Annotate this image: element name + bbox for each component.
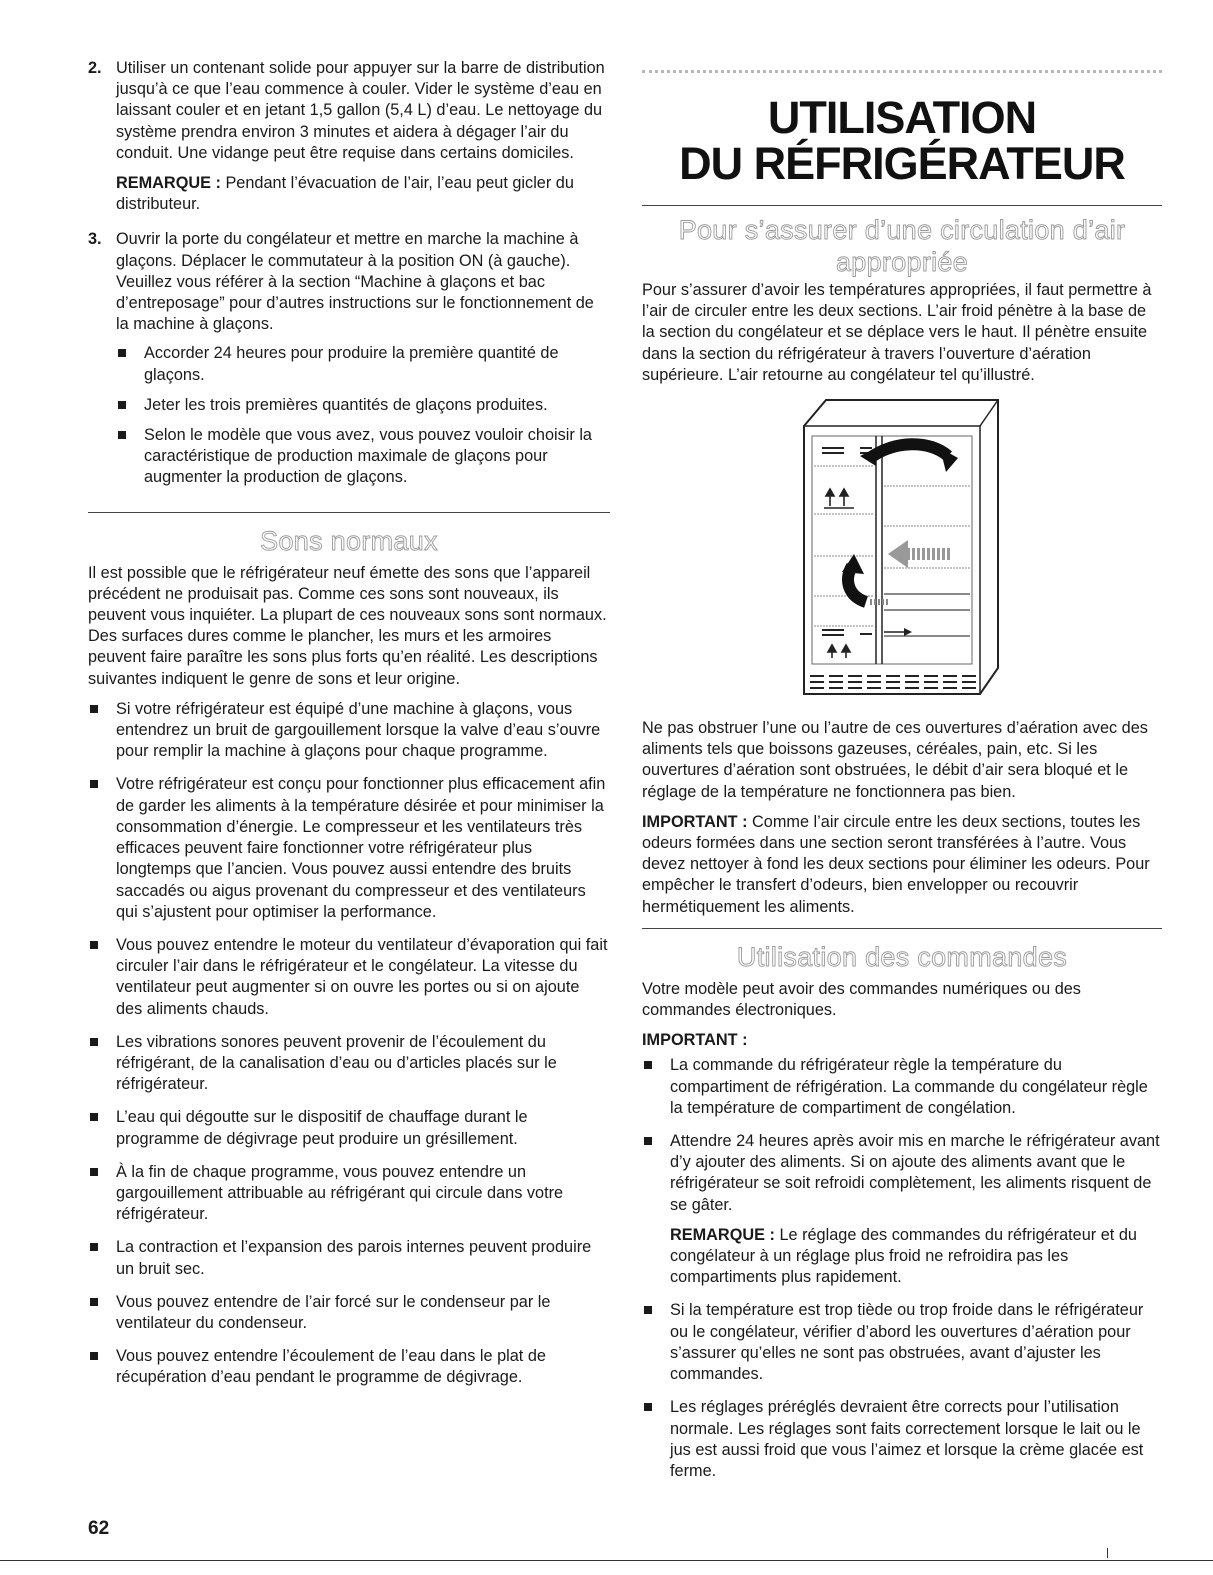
remark-label: REMARQUE : <box>670 1225 775 1244</box>
important-text: Comme l’air circule entre les deux sections, toutes les odeurs formées dans une section seront transférées à l’autre. Vous devez nettoyer à fond les deux sections pour éliminer les odeurs. Pour empêcher le transfert d’odeurs, bien envelopper ou recouvrir hermétiquement les aliments. <box>642 812 1150 916</box>
bottom-tick-mark <box>1107 1548 1108 1558</box>
step-3 <box>88 229 610 497</box>
commandes-remark <box>670 1225 1162 1289</box>
list-item: Si la température est trop tiède ou trop froide dans le réfrigérateur ou le congélateur, vérifier d’abord les ouvertures d’aération pour s’assurer qu’elles ne sont pas obstruées, avant d’ajuster les commandes. <box>642 1300 1162 1385</box>
important-label: IMPORTANT : <box>642 812 748 831</box>
section-heading-circulation-2: appropriée <box>835 247 969 277</box>
list-item: La contraction et l’expansion des parois internes peuvent produire un bruit sec. <box>88 1237 610 1279</box>
commandes-intro: Votre modèle peut avoir des commandes numériques ou des commandes électroniques. <box>642 979 1081 1020</box>
section-heading-commandes: Utilisation des commandes <box>736 941 1068 972</box>
circulation-text: Pour s’assurer d’avoir les températures appropriées, il faut permettre à l’air de circuler entre les deux sections. L’air froid pénètre à la base de la section du congélateur et se déplace vers le haut. Il pénètre ensuite dans la section du réfrigérateur à travers l’ouverture d’aération supérieure. L’air retourne au congélateur tel qu’illustré. <box>642 281 1152 384</box>
list-item: Votre réfrigérateur est conçu pour fonctionner plus efficacement afin de garder les aliments à la température désirée et pour minimiser la consommation d’énergie. Le compresseur et les ventilateurs très efficaces peuvent faire fonctionner votre réfrigérateur plus longtemps que l’ancien. Vous pouvez aussi entendre des bruits saccadés ou aigus provenant du compresseur et des ventilateurs qui s’ajustent pour optimiser la performance. <box>88 774 610 922</box>
list-item: Vous pouvez entendre l’écoulement de l’eau dans le plat de récupération d’eau pendant le programme de dégivrage. <box>88 1346 610 1388</box>
remark-label: REMARQUE : <box>116 174 221 193</box>
list-item: Accorder 24 heures pour produire la première quantité de glaçons. <box>116 343 610 385</box>
list-item: À la fin de chaque programme, vous pouvez entendre un gargouillement attribuable au réfrigérant qui circule dans votre réfrigérateur. <box>88 1162 610 1226</box>
sons-intro: Il est possible que le réfrigérateur neuf émette des sons que l’appareil précédent ne produisait pas. Comme ces sons sont nouveaux, ils peuvent vous inquiéter. La plupart de ces nouveaux sons sont normaux. Des surfaces dures comme le plancher, les murs et les armoires peuvent faire paraître les sons plus forts qu’en réalité. Les descriptions suivantes indiquent le genre de sons et leur origine. <box>88 563 607 688</box>
dotted-divider <box>642 70 1162 73</box>
list-item: Si votre réfrigérateur est équipé d’une machine à glaçons, vous entendrez un bruit de gargouillement lorsque la valve d’eau s’ouvre pour remplir la machine à glaçons pour chaque programme. <box>88 699 610 763</box>
step-number: 3. <box>88 230 102 249</box>
list-item: L’eau qui dégoutte sur le dispositif de chauffage durant le programme de dégivrage peut produire un grésillement. <box>88 1107 610 1149</box>
sons-bullets <box>88 699 610 1389</box>
circulation-after-text: Ne pas obstruer l’une ou l’autre de ces ouvertures d’aération avec des aliments tels que boissons gazeuses, céréales, pain, etc. Si les ouvertures d’aération sont obstruées, le débit d’air sera bloqué et le réglage de la température ne fonctionnera pas bien. <box>642 719 1148 801</box>
list-item: La commande du réfrigérateur règle la température du compartiment de réfrigération. La commande du congélateur règle la température de compartiment de congélation. <box>642 1055 1162 1119</box>
list-item: Les réglages préréglés devraient être corrects pour l’utilisation normale. Les réglages sont faits correctement lorsque le lait ou le jus est aussi froid que vous l’aimez et lorsque la crème glacée est ferme. <box>642 1397 1162 1482</box>
bottom-border <box>0 1560 1213 1561</box>
remark <box>116 173 610 215</box>
section-heading-circulation-1: Pour s’assurer d’une circulation d’air <box>678 215 1126 245</box>
section-divider <box>88 512 610 513</box>
section-divider <box>642 205 1162 206</box>
list-item-text: Attendre 24 heures après avoir mis en marche le réfrigérateur avant d’y ajouter des aliments. Si on ajoute des aliments avant que le réfrigérateur se soit refroidi complètement, les aliments risquent de se gâter. <box>670 1132 1160 1214</box>
step-text: Ouvrir la porte du congélateur et mettre en marche la machine à glaçons. Déplacer le commutateur à la position ON (à gauche). Veuillez vous référer à la section “Machine à glaçons et bac d’entreposage” pour d’autres instructions sur le fonctionnement de la machine à glaçons. <box>116 230 594 334</box>
section-divider <box>642 928 1162 929</box>
commandes-important-label: IMPORTANT : <box>642 1031 748 1050</box>
refrigerator-airflow-diagram <box>800 396 1002 696</box>
section-heading-sons: Sons normaux <box>260 525 438 556</box>
remark-text: Le réglage des commandes du réfrigérateur et du congélateur à un réglage plus froid ne refroidira pas les compartiments plus rapidement. <box>670 1225 1137 1287</box>
remark-text: Pendant l’évacuation de l’air, l’eau peut gicler du distributeur. <box>116 174 574 214</box>
list-item: Jeter les trois premières quantités de glaçons produites. <box>116 395 610 416</box>
step-text: Utiliser un contenant solide pour appuyer sur la barre de distribution jusqu’à ce que l’eau commence à couler. Vider le système d’eau en laissant couler et en jetant 1,5 gallon (5,4 L) d’eau. Le nettoyage du système prendra environ 3 minutes et aidera à dégager l’air du conduit. Une vidange peut être requise dans certains domiciles. <box>116 59 605 162</box>
step-number: 2. <box>88 59 102 77</box>
list-item: Vous pouvez entendre le moteur du ventilateur d’évaporation qui fait circuler l’air dans le réfrigérateur et le congélateur. La vitesse du ventilateur peut augmenter si on ouvre les portes ou si on ajoute des aliments chauds. <box>88 935 610 1020</box>
list-item: Vous pouvez entendre de l’air forcé sur le condenseur par le ventilateur du condenseur. <box>88 1292 610 1334</box>
list-item: Les vibrations sonores peuvent provenir de l’écoulement du réfrigérant, de la canalisation d’eau ou d’articles placés sur le réfrigérateur. <box>88 1032 610 1096</box>
right-column <box>642 58 1162 1494</box>
list-item: Selon le modèle que vous avez, vous pouvez vouloir choisir la caractéristique de production maximale de glaçons pour augmenter la production de glaçons. <box>116 425 610 489</box>
page-title-line-1: UTILISATION <box>767 92 1037 143</box>
step-3-bullets <box>116 343 610 488</box>
page-title-line-2: DU RÉFRIGÉRATEUR <box>679 138 1125 189</box>
important-note <box>642 812 1162 918</box>
left-column <box>88 58 610 1401</box>
list-item <box>642 1131 1162 1288</box>
page-number: 62 <box>88 1518 110 1539</box>
commandes-bullets <box>642 1055 1162 1482</box>
step-2 <box>88 58 610 215</box>
